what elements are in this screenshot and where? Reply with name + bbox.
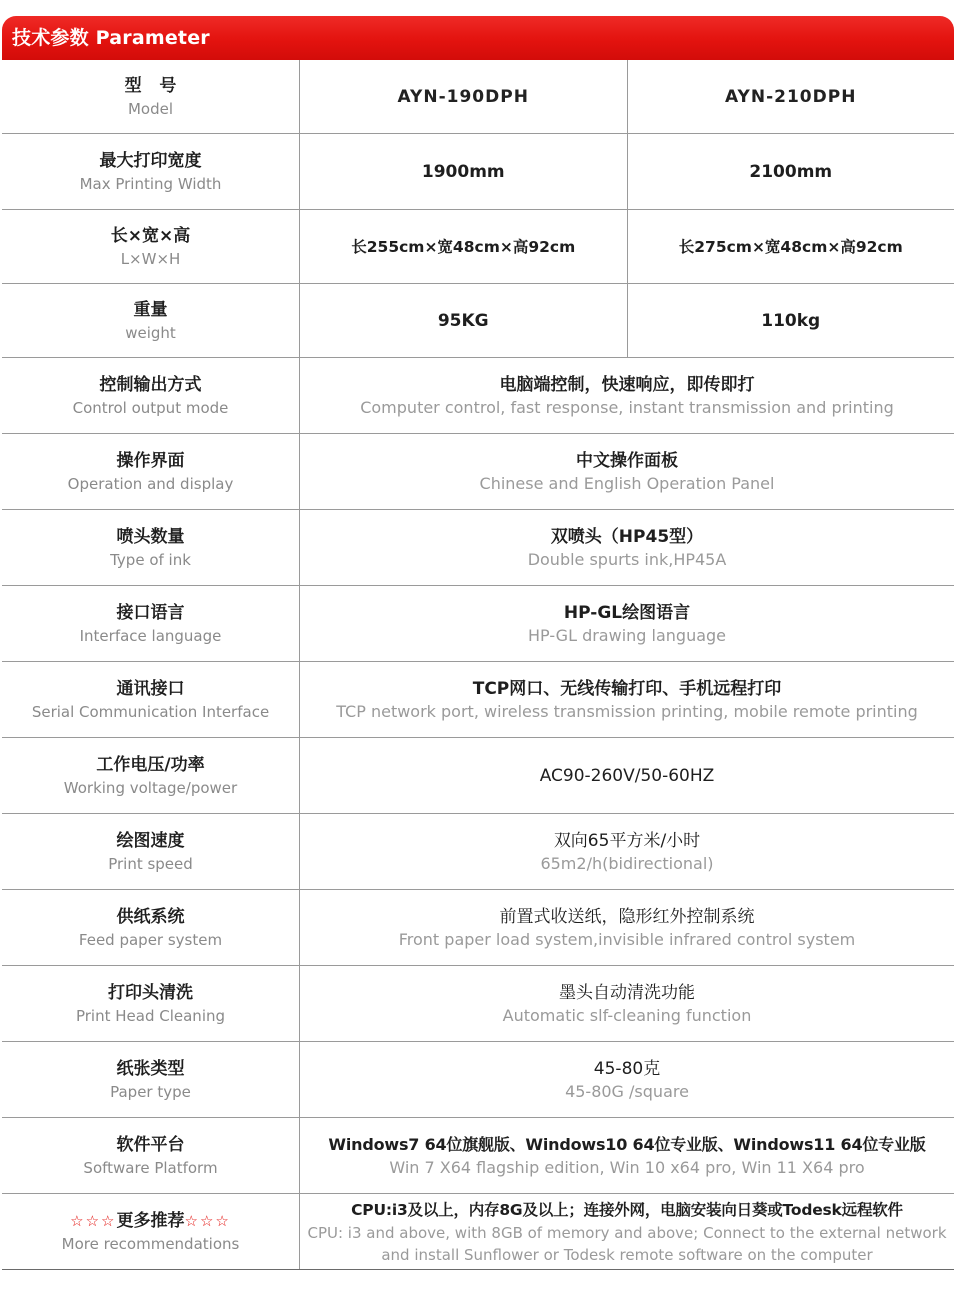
value-en: Automatic slf-cleaning function xyxy=(502,1005,752,1025)
row-value xyxy=(300,738,954,813)
row-label xyxy=(2,1194,300,1269)
label-en: Paper type xyxy=(110,1082,191,1101)
value-cn: 45-80克 xyxy=(593,1058,661,1079)
row-label xyxy=(2,662,300,737)
table-row-weight xyxy=(2,284,954,358)
value-cn: 前置式收送纸，隐形红外控制系统 xyxy=(499,906,755,927)
table-row-cleaning xyxy=(2,966,954,1042)
model-1-value xyxy=(300,210,628,283)
value-cn: TCP网口、无线传输打印、手机远程打印 xyxy=(472,678,782,699)
row-label xyxy=(2,738,300,813)
value-en: Win 7 X64 flagship edition, Win 10 x64 pro, Win 11 X64 pro xyxy=(389,1157,865,1177)
model-1-cell xyxy=(300,60,628,133)
row-label xyxy=(2,510,300,585)
table-row-control xyxy=(2,358,954,434)
table-row-serial xyxy=(2,662,954,738)
row-value xyxy=(300,586,954,661)
value-cn: 双向65平方米/小时 xyxy=(553,830,701,851)
row-value xyxy=(300,358,954,433)
table-row-operation xyxy=(2,434,954,510)
value-text: 2100mm xyxy=(749,161,833,182)
table-row-size xyxy=(2,210,954,284)
value-cn: 双喷头（HP45型） xyxy=(550,526,704,547)
value-en: Chinese and English Operation Panel xyxy=(479,473,775,493)
row-label xyxy=(2,134,300,209)
value-cn: 中文操作面板 xyxy=(576,450,678,471)
label-en: Operation and display xyxy=(67,474,234,493)
row-values xyxy=(300,284,954,357)
label-en: Control output mode xyxy=(72,398,229,417)
label-cn: 操作界面 xyxy=(116,450,185,471)
label-en: Feed paper system xyxy=(78,930,223,949)
label-cn: 型 号 xyxy=(124,75,177,96)
section-header xyxy=(2,16,954,60)
row-value xyxy=(300,662,954,737)
row-value xyxy=(300,966,954,1041)
model-1-name: AYN-190DPH xyxy=(397,86,529,107)
star-icon: ☆☆☆ xyxy=(184,1211,231,1230)
table-row-software xyxy=(2,1118,954,1194)
model-2-cell xyxy=(628,60,955,133)
value-en: Front paper load system,invisible infrared control system xyxy=(398,929,856,949)
label-en: L×W×H xyxy=(120,249,181,268)
value-cn: 墨头自动清洗功能 xyxy=(559,982,695,1003)
value-cn: 电脑端控制，快速响应，即传即打 xyxy=(499,374,755,395)
label-cn: 喷头数量 xyxy=(116,526,185,547)
value-cn: CPU:i3及以上，内存8G及以上；连接外网，电脑安装向日葵或Todesk远程软件 xyxy=(351,1200,903,1219)
table-row-interface xyxy=(2,586,954,662)
row-label xyxy=(2,60,300,133)
row-label xyxy=(2,358,300,433)
row-label xyxy=(2,1118,300,1193)
row-value xyxy=(300,434,954,509)
row-value xyxy=(300,510,954,585)
value-cn: Windows7 64位旗舰版、Windows10 64位专业版、Windows11 64位专业版 xyxy=(328,1134,926,1154)
row-label xyxy=(2,284,300,357)
row-value xyxy=(300,1118,954,1193)
label-cn: 最大打印宽度 xyxy=(99,150,202,171)
label-cn: 工作电压/功率 xyxy=(96,754,205,775)
value-en: HP-GL drawing language xyxy=(527,625,727,645)
star-icon: ☆☆☆ xyxy=(70,1211,117,1230)
label-en: Interface language xyxy=(79,626,222,645)
row-label xyxy=(2,434,300,509)
table-row-more xyxy=(2,1194,954,1270)
table-row-speed xyxy=(2,814,954,890)
label-cn: 供纸系统 xyxy=(116,906,185,927)
label-cn: 纸张类型 xyxy=(116,1058,185,1079)
label-en: weight xyxy=(125,323,176,342)
parameter-table xyxy=(2,60,954,1270)
table-row-ink xyxy=(2,510,954,586)
table-row-power xyxy=(2,738,954,814)
value-cn: AC90-260V/50-60HZ xyxy=(539,765,715,786)
row-value xyxy=(300,814,954,889)
value-en: 45-80G /square xyxy=(565,1081,689,1101)
value-text: 1900mm xyxy=(421,161,505,182)
value-en: CPU: i3 and above, with 8GB of memory and above; Connect to the external network xyxy=(307,1223,947,1242)
row-label xyxy=(2,1042,300,1117)
value-text: 长255cm×宽48cm×高92cm xyxy=(351,237,576,256)
label-cn-line xyxy=(70,1209,231,1233)
model-2-value xyxy=(628,210,955,283)
label-en: Max Printing Width xyxy=(79,174,222,193)
value-en: and install Sunflower or Todesk remote software on the computer xyxy=(381,1245,873,1264)
value-text: 95KG xyxy=(437,310,489,331)
table-row-feed xyxy=(2,890,954,966)
label-en: Model xyxy=(127,99,174,118)
label-cn: 长×宽×高 xyxy=(110,225,191,246)
value-en: Double spurts ink,HP45A xyxy=(527,549,727,569)
label-cn: 控制输出方式 xyxy=(99,374,202,395)
label-cn: 重量 xyxy=(133,299,168,320)
label-en: Software Platform xyxy=(83,1158,218,1177)
value-en: Computer control, fast response, instant transmission and printing xyxy=(360,397,894,417)
table-row-model xyxy=(2,60,954,134)
model-2-value xyxy=(628,134,955,209)
row-label xyxy=(2,890,300,965)
row-value xyxy=(300,1194,954,1269)
row-label xyxy=(2,586,300,661)
label-cn: 绘图速度 xyxy=(116,830,185,851)
row-values xyxy=(300,210,954,283)
row-label xyxy=(2,814,300,889)
value-text: 长275cm×宽48cm×高92cm xyxy=(678,237,903,256)
label-en: Type of ink xyxy=(110,550,191,569)
section-title: 技术参数 Parameter xyxy=(12,27,210,49)
label-cn: 通讯接口 xyxy=(116,678,185,699)
row-values xyxy=(300,60,954,133)
model-2-name: AYN-210DPH xyxy=(725,86,857,107)
value-en: TCP network port, wireless transmission printing, mobile remote printing xyxy=(336,701,918,721)
label-cn: 软件平台 xyxy=(116,1134,185,1155)
label-cn: 接口语言 xyxy=(116,602,185,623)
model-2-value xyxy=(628,284,955,357)
label-en: Print speed xyxy=(108,854,193,873)
model-1-value xyxy=(300,284,628,357)
row-value xyxy=(300,890,954,965)
row-value xyxy=(300,1042,954,1117)
table-row-width xyxy=(2,134,954,210)
row-values xyxy=(300,134,954,209)
value-en: 65m2/h(bidirectional) xyxy=(540,853,714,873)
value-cn: HP-GL绘图语言 xyxy=(563,602,691,623)
label-cn: 打印头清洗 xyxy=(108,982,193,1003)
row-label xyxy=(2,966,300,1041)
table-row-paper xyxy=(2,1042,954,1118)
label-cn: 更多推荐 xyxy=(116,1210,185,1231)
label-en: More recommendations xyxy=(61,1234,240,1253)
label-en: Working voltage/power xyxy=(63,778,238,797)
value-text: 110kg xyxy=(761,310,821,331)
label-en: Print Head Cleaning xyxy=(75,1006,226,1025)
model-1-value xyxy=(300,134,628,209)
label-en: Serial Communication Interface xyxy=(31,702,270,721)
row-label xyxy=(2,210,300,283)
